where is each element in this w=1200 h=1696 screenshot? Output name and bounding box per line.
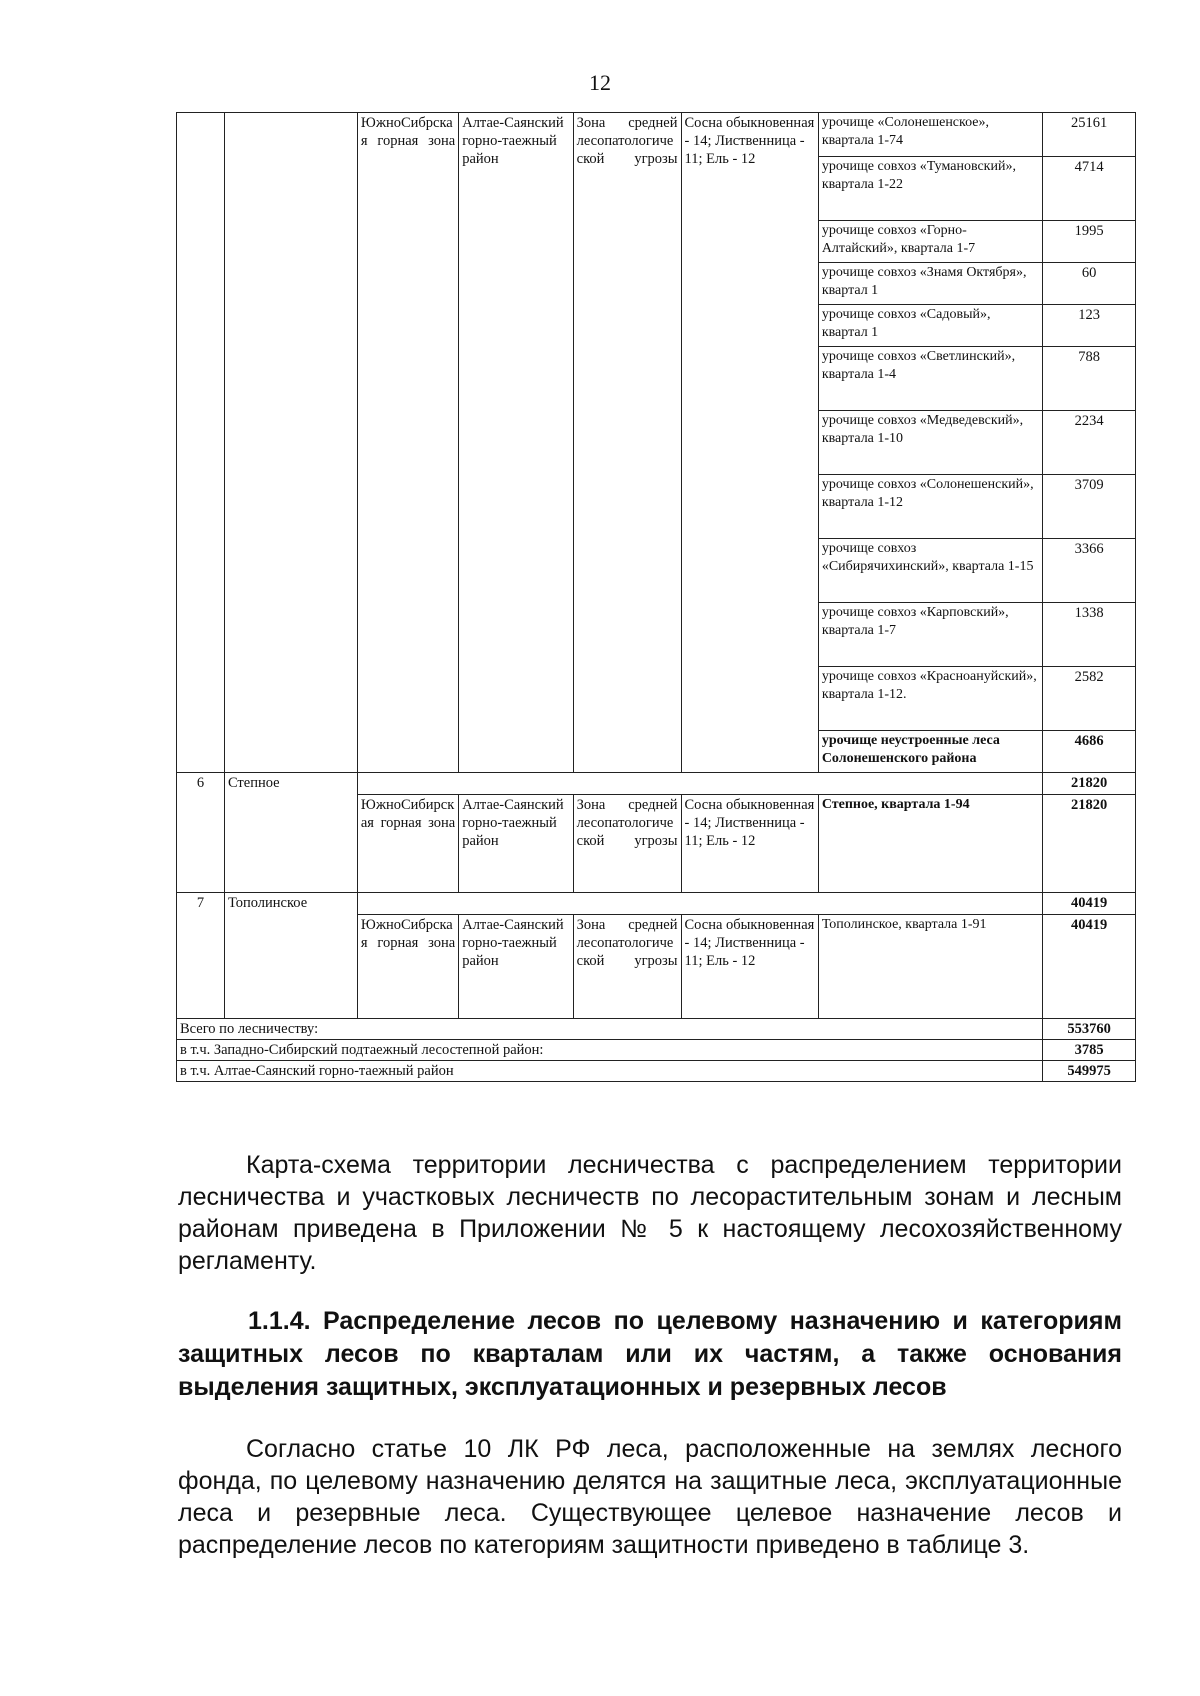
- tract-cell: урочище совхоз «Солонешенский», квартала 1-12: [818, 475, 1042, 539]
- total-label-cell: в т.ч. Алтае-Саянский горно-таежный район: [177, 1061, 1043, 1082]
- area-cell: 4714: [1043, 157, 1136, 221]
- map-reference-paragraph: Карта-схема территории лесничества с распределением территории лесничества и участковых лесничеств по лесорастительным зонам и лесным районам приведена в Приложении № 5 к настоящему лесохозяйственному регламенту.: [178, 1151, 1122, 1275]
- total-cell: 21820: [1043, 773, 1136, 795]
- tract-cell: урочище неустроенные леса Солонешенского района: [818, 731, 1042, 773]
- area-cell: 123: [1043, 305, 1136, 347]
- threat-cell: Зона средней лесопатологической угрозы: [573, 113, 681, 773]
- area-cell: 40419: [1043, 915, 1136, 1019]
- tract-cell: урочище совхоз «Карповский», квартала 1-7: [818, 603, 1042, 667]
- tract-cell: Степное, квартала 1-94: [818, 795, 1042, 893]
- tract-cell: Тополинское, квартала 1-91: [818, 915, 1042, 1019]
- tract-cell: урочище совхоз «Садовый», квартал 1: [818, 305, 1042, 347]
- purpose-paragraph: Согласно статье 10 ЛК РФ леса, расположенные на землях лесного фонда, по целевому назначению делятся на защитные леса, эксплуатационные леса и резервные леса. Существующее целевое назначение лесов и распределение лесов по категориям защитности приведено в таблице 3.: [178, 1435, 1122, 1559]
- blank-cell: [357, 893, 1042, 915]
- area-cell: 1338: [1043, 603, 1136, 667]
- area-cell: 788: [1043, 347, 1136, 411]
- total-cell: 40419: [1043, 893, 1136, 915]
- row-number-cell: [177, 113, 225, 773]
- row-number-cell: 6: [177, 773, 225, 893]
- forest-zones-table: [176, 112, 1136, 1082]
- forestry-name-cell: Степное: [224, 773, 357, 893]
- total-value-cell: 3785: [1043, 1040, 1136, 1061]
- species-cell: Сосна обыкновенная - 14; Лиственница - 11; Ель - 12: [681, 795, 818, 893]
- area-cell: 4686: [1043, 731, 1136, 773]
- tract-cell: урочище совхоз «Медведевский», квартала 1-10: [818, 411, 1042, 475]
- forestry-name-cell: [224, 113, 357, 773]
- forestry-name-cell: Тополинское: [224, 893, 357, 1019]
- table-row: [177, 893, 1136, 915]
- page-number: 12: [589, 70, 611, 95]
- area-cell: 3366: [1043, 539, 1136, 603]
- region-cell: Алтае-Саянский горно-таежный район: [459, 915, 573, 1019]
- total-value-cell: 553760: [1043, 1019, 1136, 1040]
- total-label-cell: в т.ч. Западно-Сибирский подтаежный лесостепной район:: [177, 1040, 1043, 1061]
- table-row: [177, 1040, 1136, 1061]
- row-number-cell: 7: [177, 893, 225, 1019]
- tract-cell: урочище совхоз «Красноануйский», квартала 1-12.: [818, 667, 1042, 731]
- total-value-cell: 549975: [1043, 1061, 1136, 1082]
- tract-cell: урочище совхоз «Тумановский», квартала 1-22: [818, 157, 1042, 221]
- threat-cell: Зона средней лесопатологической угрозы: [573, 915, 681, 1019]
- tract-cell: урочище совхоз «Знамя Октября», квартал 1: [818, 263, 1042, 305]
- area-cell: 2234: [1043, 411, 1136, 475]
- table-row: [177, 1019, 1136, 1040]
- area-cell: 21820: [1043, 795, 1136, 893]
- species-cell: Сосна обыкновенная - 14; Лиственница - 11; Ель - 12: [681, 915, 818, 1019]
- tract-cell: урочище совхоз «Сибирячихинский», квартала 1-15: [818, 539, 1042, 603]
- area-cell: 25161: [1043, 113, 1136, 157]
- zone-cell: ЮжноСибрская горная зона: [357, 915, 458, 1019]
- tract-cell: урочище совхоз «Горно-Алтайский», квартала 1-7: [818, 221, 1042, 263]
- blank-cell: [357, 773, 1042, 795]
- zone-cell: ЮжноСибирская горная зона: [357, 795, 458, 893]
- table-row: [177, 113, 1136, 157]
- zone-cell: ЮжноСибрская горная зона: [357, 113, 458, 773]
- section-heading: 1.1.4. Распределение лесов по целевому назначению и категориям защитных лесов по кварталам или их частям, а также основания выделения защитных, эксплуатационных и резервных лесов: [178, 1307, 1122, 1401]
- tract-cell: урочище «Солонешенское», квартала 1-74: [818, 113, 1042, 157]
- tract-cell: урочище совхоз «Светлинский», квартала 1-4: [818, 347, 1042, 411]
- threat-cell: Зона средней лесопатологической угрозы: [573, 795, 681, 893]
- area-cell: 3709: [1043, 475, 1136, 539]
- area-cell: 60: [1043, 263, 1136, 305]
- area-cell: 2582: [1043, 667, 1136, 731]
- area-cell: 1995: [1043, 221, 1136, 263]
- region-cell: Алтае-Саянский горно-таежный район: [459, 795, 573, 893]
- total-label-cell: Всего по лесничеству:: [177, 1019, 1043, 1040]
- region-cell: Алтае-Саянский горно-таежный район: [459, 113, 573, 773]
- table-row: [177, 773, 1136, 795]
- table-row: [177, 1061, 1136, 1082]
- species-cell: Сосна обыкновенная - 14; Лиственница - 11; Ель - 12: [681, 113, 818, 773]
